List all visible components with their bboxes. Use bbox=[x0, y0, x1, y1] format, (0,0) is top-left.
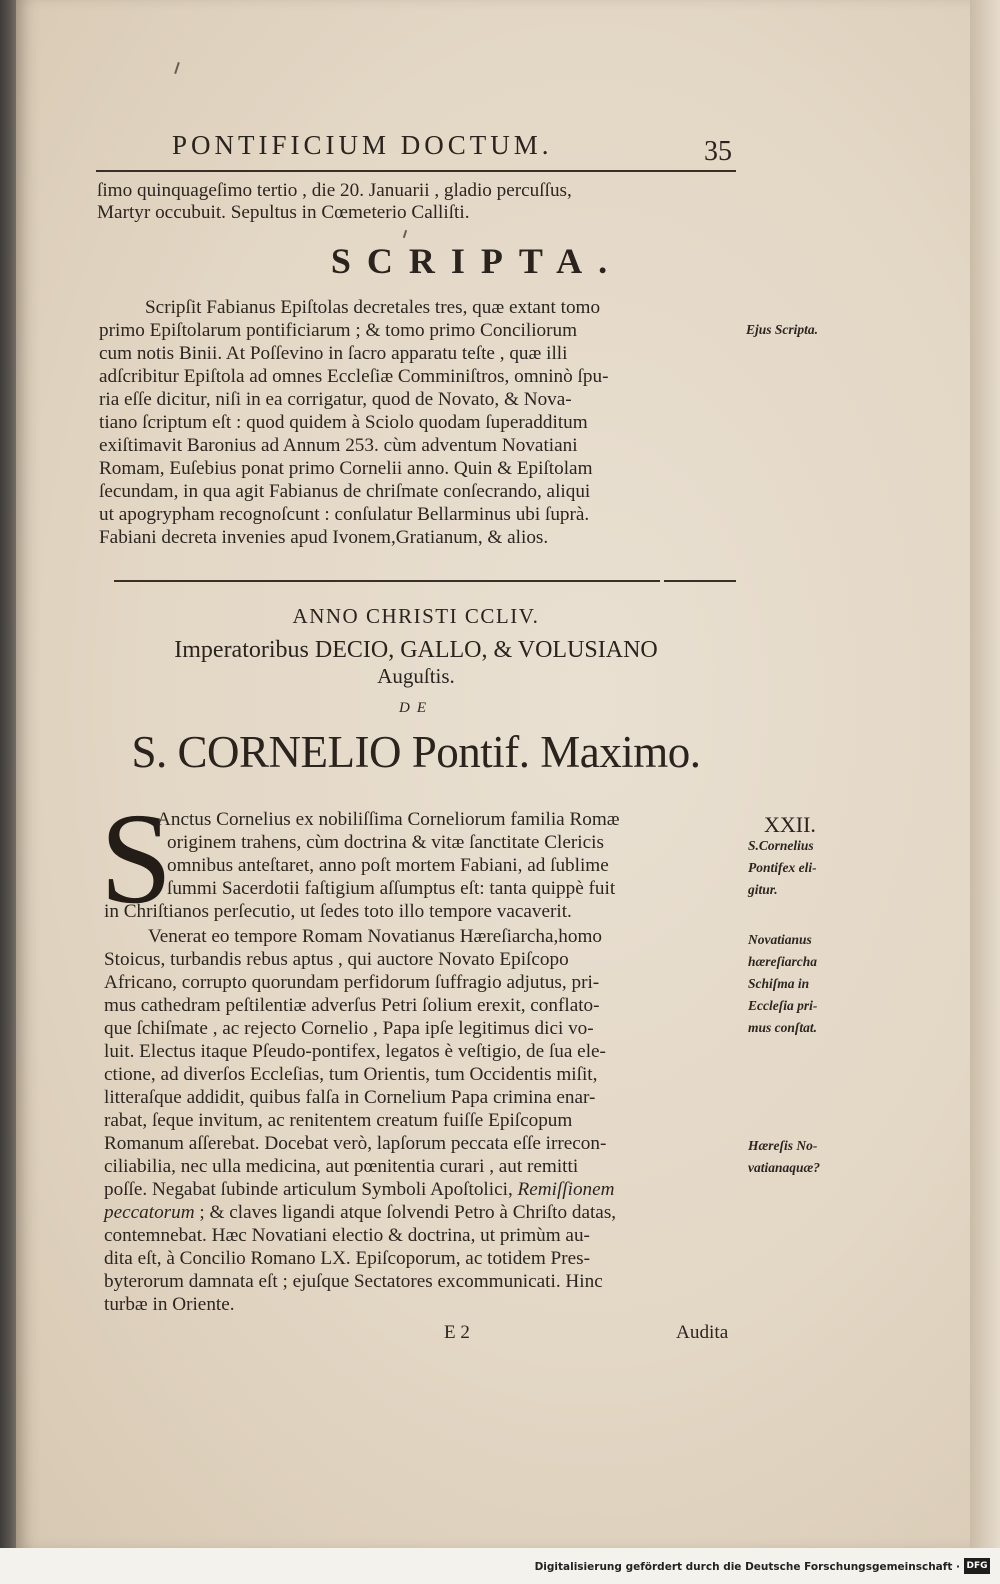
text-line: ria eſſe dicitur, niſi in ea corrigatur, quod de Novato, & Nova- bbox=[99, 389, 572, 410]
signature-mark: E 2 bbox=[444, 1322, 470, 1343]
text-line: ut apogrypham recognoſcunt : conſulatur Bellarminus ubi ſuprà. bbox=[99, 504, 590, 525]
text-line: Romanum aſſerebat. Docebat verò, lapſorum peccata eſſe irrecon- bbox=[104, 1133, 607, 1154]
text-line: tiano ſcriptum eſt : quod quidem à Sciolo quodam ſuperadditum bbox=[99, 412, 588, 433]
text-line: Venerat eo tempore Romam Novatianus Hæreſiarcha,homo bbox=[148, 926, 602, 947]
margin-note: Eccleſia pri- bbox=[748, 998, 818, 1013]
text-line: ctione, ad diverſos Eccleſias, tum Orientis, tum Occidentis miſit, bbox=[104, 1064, 598, 1085]
text-line bbox=[104, 1179, 615, 1201]
margin-note: Hæreſis No- bbox=[748, 1138, 818, 1153]
text-line: Martyr occubuit. Sepultus in Cœmeterio Calliſti. bbox=[97, 202, 470, 223]
text-line: originem trahens, cùm doctrina & vitæ ſanctitate Clericis bbox=[167, 832, 604, 853]
chapter-de: DE bbox=[399, 700, 433, 716]
margin-note: Ejus Scripta. bbox=[746, 322, 819, 337]
section-title-scripta: SCRIPTA. bbox=[330, 241, 624, 281]
chapter-number: XXII. bbox=[764, 812, 816, 837]
margin-note: gitur. bbox=[748, 882, 778, 897]
text-line: ſecundam, in qua agit Fabianus de chriſmate conſecrando, aliqui bbox=[99, 481, 591, 502]
margin-note: S.Cornelius bbox=[748, 838, 814, 853]
chapter-emperors: Imperatoribus DECIO, GALLO, & VOLUSIANO bbox=[174, 637, 658, 663]
header-rule bbox=[96, 170, 736, 172]
text-line: byterorum damnata eſt ; ejuſque Sectatores excommunicati. Hinc bbox=[104, 1271, 603, 1292]
text-line: Stoicus, turbandis rebus aptus , qui auctore Novato Epiſcopo bbox=[104, 949, 569, 970]
text-line: Anctus Cornelius ex nobiliſſima Corneliorum familia Romæ bbox=[157, 809, 620, 830]
text-line: ciliabilia, nec ulla medicina, aut pœnitentia curari , aut remitti bbox=[104, 1156, 579, 1177]
text-line: omnibus anteſtaret, anno poſt mortem Fabiani, ad ſublime bbox=[167, 855, 609, 876]
text-line: que ſchiſmate , ac rejecto Cornelio , Papa ipſe legitimus dici vo- bbox=[104, 1018, 594, 1039]
margin-note: mus conſtat. bbox=[748, 1020, 818, 1035]
page-edge-shadow bbox=[970, 0, 1000, 1548]
text-segment: poſſe. Negabat ſubinde articulum Symboli Apoſtolici, bbox=[104, 1179, 513, 1200]
text-line: ſimo quinquageſimo tertio , die 20. Januarii , gladio percuſſus, bbox=[97, 180, 572, 201]
text-line: in Chriſtianos perſecutio, ut ſedes toto illo tempore vacaverit. bbox=[104, 901, 572, 922]
text-line: ſummi Sacerdotii faſtigium aſſumptus eſt: tanta quippè fuit bbox=[167, 878, 616, 899]
digitization-credit: Digitalisierung gefördert durch die Deutsche Forschungsgemeinschaft · bbox=[534, 1561, 960, 1573]
catchword: Audita bbox=[676, 1322, 729, 1343]
text-line: cum notis Binii. At Poſſevino in ſacro apparatu teſte , quæ illi bbox=[99, 343, 568, 364]
running-head: PONTIFICIUM DOCTUM. bbox=[172, 130, 553, 160]
drop-cap: S bbox=[100, 787, 173, 931]
text-line: turbæ in Oriente. bbox=[104, 1294, 235, 1315]
text-line: Scripſit Fabianus Epiſtolas decretales tres, quæ extant tomo bbox=[145, 297, 601, 318]
text-line: mus cathedram peſtilentiæ adverſus Petri ſolium erexit, conflato- bbox=[104, 995, 600, 1016]
italic-phrase: peccatorum bbox=[104, 1202, 195, 1223]
text-line: primo Epiſtolarum pontificiarum ; & tomo primo Conciliorum bbox=[99, 320, 578, 341]
text-line: exiſtimavit Baronius ad Annum 253. cùm adventum Novatiani bbox=[99, 435, 578, 456]
chapter-title: S. CORNELIO Pontif. Maximo. bbox=[131, 727, 701, 777]
text-line: litteraſque addidit, quibus falſa in Cornelium Papa crimina enar- bbox=[104, 1087, 596, 1108]
text-line: adſcribitur Epiſtola ad omnes Eccleſiæ Comminiſtros, omninò ſpu- bbox=[99, 366, 609, 387]
text-line: contemnebat. Hæc Novatiani electio & doctrina, ut primùm au- bbox=[104, 1225, 590, 1246]
text-line: luit. Electus itaque Pſeudo-pontifex, legatos è veſtigio, de ſua ele- bbox=[104, 1041, 606, 1062]
chapter-augustis: Auguſtis. bbox=[377, 664, 455, 688]
text-line: rabat, ſeque invitum, ac renitentem creatum fuiſſe Epiſcopum bbox=[104, 1110, 573, 1131]
chapter-year: ANNO CHRISTI CCLIV. bbox=[292, 604, 540, 628]
text-line: Africano, corrupto quorundam perfidorum ſuffragio adjutus, pri- bbox=[104, 972, 600, 993]
margin-note: Novatianus bbox=[748, 932, 812, 947]
text-line: dita eſt, à Concilio Romano LX. Epiſcoporum, ac totidem Pres- bbox=[104, 1248, 590, 1269]
text-segment: ; & claves ligandi atque ſolvendi Petro à Chriſto datas, bbox=[199, 1202, 617, 1223]
section-divider bbox=[664, 580, 736, 582]
margin-note: hæreſiarcha bbox=[748, 954, 818, 969]
section-divider bbox=[114, 580, 660, 582]
text-line: Fabiani decreta invenies apud Ivonem,Gratianum, & alios. bbox=[99, 527, 549, 548]
page-number: 35 bbox=[704, 136, 732, 167]
text-line bbox=[104, 1202, 616, 1224]
text-line: Romam, Euſebius ponat primo Cornelii anno. Quin & Epiſtolam bbox=[99, 458, 593, 479]
italic-phrase: Remiſſionem bbox=[517, 1179, 615, 1200]
dfg-logo: DFG bbox=[964, 1558, 990, 1574]
margin-note: vatianaquæ? bbox=[748, 1160, 821, 1175]
margin-note: Schiſma in bbox=[748, 976, 810, 991]
margin-note: Pontifex eli- bbox=[748, 860, 817, 875]
